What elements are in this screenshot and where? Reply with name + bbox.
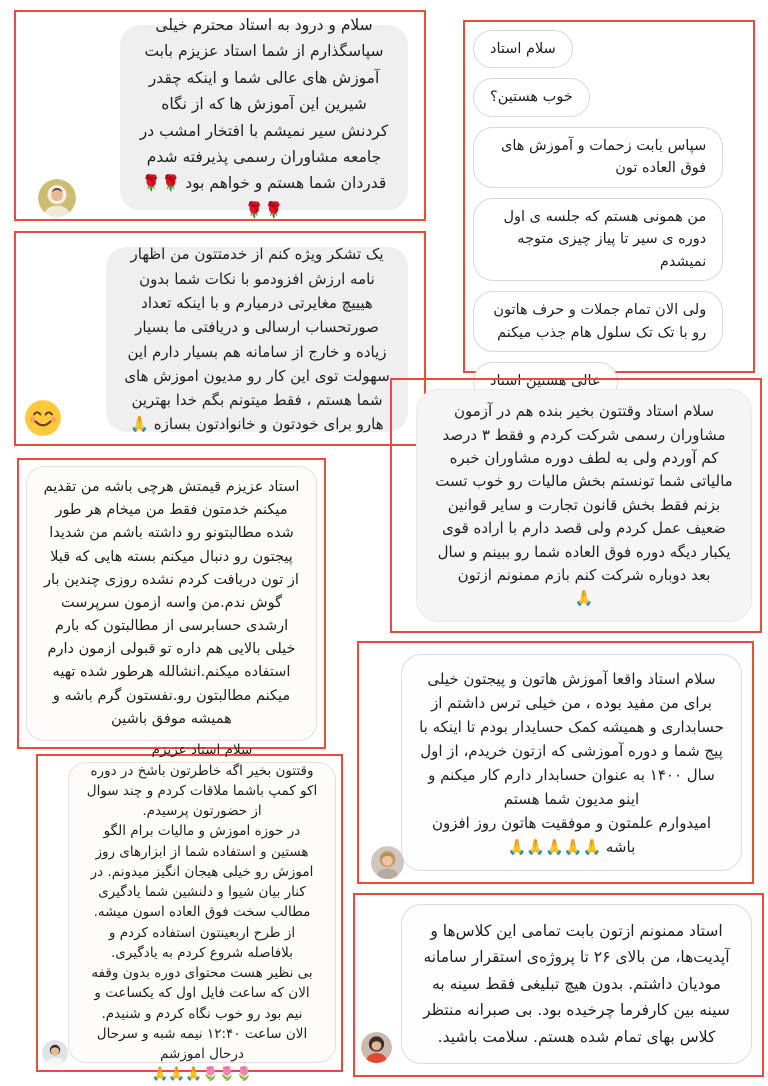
message-text: استاد عزیزم قیمتش هرچی باشه من تقدیم میکنم خدمتون فقط من میخام هر طور شده مطالبتونو رو داشته باشم من شدیدا پیجتون رو دنبال میکنم بسته هایی که قبلا از تون دریافت کردم نشده روزی چندین بار گوش ندم.من واسه ازمون سرپرست ارشدی حسابرسی از مطالبتون که بارم خیلی بالایی هم داره تو قبولی ازمون دارم استفاده میکنم.انشالله هرطور شده تهیه میکنم مطالبتون رو.نفستون گرم باشه و همیشه موفق باشین bbox=[43, 478, 300, 727]
blonde-woman-avatar-icon bbox=[371, 846, 404, 879]
bubble-stack bbox=[473, 30, 745, 390]
testimonial-card-2 bbox=[463, 20, 755, 390]
man-avatar-icon bbox=[42, 1040, 68, 1066]
message-bubble bbox=[401, 654, 742, 871]
woman-headscarf-avatar-icon bbox=[38, 179, 76, 217]
message-bubble: عالی هستین استاد bbox=[473, 362, 618, 400]
testimonial-card-5 bbox=[17, 458, 326, 749]
message-bubble bbox=[401, 904, 752, 1064]
message-bubble bbox=[416, 389, 752, 622]
message-text: سلام استاد وقتتون بخیر بنده هم در آزمون مشاوران رسمی شرکت کردم و فقط ۳ درصد کم آوردم ولی به لطف دوره مشاوران خبره مالیاتی شما تونستم بخش مالیات رو خوب تست بزنم فقط بخش قانون تجارت و سایر قوانین ضعیف عمل کردم ولی قصد دارم با اراده قوی یکبار دیگه دوره فوق العاده شما رو ببینم و سال بعد دوباره شرکت کنم بازم ممنونم ازتون 🙏 bbox=[435, 402, 733, 608]
message-bubble: ولی الان تمام جملات و حرف هاتون رو با تک تک سلول هام جذب میکنم bbox=[473, 291, 723, 352]
message-text: سلام استاد عزیزم وقتتون بخیر اگه خاطرتون باشخ در دوره اکو کمپ باشما ملاقات کردم و چند سوال از حضورتون پرسیدم. در حوزه اموزش و مالیات برام الگو هستین و استفاده شما از ابزارهای روز اموزش رو خیلی هیجان انگیز میدونم. در کنار بیان شیوا و دلنشین شما یادگیری مطالب سخت فوق العاده اسون میشه. از طرح اربعینتون استفاده کردم و بلافاصله شروع کردم به یادگیری. بی نظیر هست محتوای دوره بدون وقفه الان که ساعت فایل اول که یکساعت و نیم بود رو خوب نگاه کردم و شنیدم. الان ساعت ۱۲:۴۰ نیمه شبه و سرحال درحال اموزشم 🌷🌷🌷🙏🙏🙏 bbox=[86, 742, 318, 1083]
message-text: سلام و درود به استاد محترم خیلی سپاسگذارم از شما استاد عزیزم بابت آموزش های عالی شما و اینکه چقدر شیرین این آموزش ها که از نگاه کردنش سیر نمیشم با افتخار امشب در جامعه مشاوران رسمی پذیرفته شدم قدردان شما هستم و خواهم بود 🌹🌹🌹🌹 bbox=[139, 16, 389, 219]
smiley-face-avatar-icon bbox=[25, 400, 61, 436]
dark-haired-woman-avatar-icon bbox=[361, 1032, 392, 1063]
message-text: سلام استاد واقعا آموزش هاتون و پیجتون خیلی برای من مفید بوده ، من خیلی ترس داشتم از حسابداری و همیشه کمک حسایدار بودم تا اینکه با پیج شما و دوره آموزشی که ازتون خریدم، از اول سال ۱۴۰۰ به عنوان حسابدار دارم کار میکنم و اینو مدیون شما هستم امیدوارم علمتون و موفقیت هاتون روز افزون باشه 🙏🙏🙏🙏🙏 bbox=[419, 669, 724, 856]
testimonial-card-6 bbox=[357, 641, 754, 884]
testimonial-card-7 bbox=[36, 742, 343, 1083]
message-bubble bbox=[26, 466, 317, 741]
message-bubble: سپاس بابت زحمات و آموزش های فوق العاده تون bbox=[473, 127, 723, 188]
message-bubble bbox=[68, 742, 336, 1083]
message-bubble: من همونی هستم که جلسه ی اول دوره ی سیر تا پیاز چیزی متوجه نمیشدم bbox=[473, 198, 723, 281]
message-bubble bbox=[106, 247, 408, 432]
message-text: یک تشکر ویژه کنم از خدمتتون من اظهار نامه ارزش افزودمو با نکات شما بدون هیییچ مغایرتی درمیارم و با اینکه تعداد صورتحساب ارسالی و دریافتی ما بسیار زیاده و خارج از سامانه هم بسیار دارم این سهولت توی این کار رو مدیون اموزش های شما هستم ، فقط میتونم بگم خدا بهترین هارو برای خودتون و خانوادتون بسازه 🙏 bbox=[124, 245, 390, 434]
message-text: استاد ممنونم ازتون بابت تمامی این کلاس‌ها و آپدیت‌ها، من بالای ۲۶ تا پروژه‌ی استقرار سامانه مودیان داشتم. بدون هیچ تبلیغی فقط سینه به سینه بین کارفرما چرخیده بود. بی صبرانه منتظر کلاس بهای تمام شده هستم. سلامت باشید. bbox=[423, 922, 730, 1046]
testimonial-card-3 bbox=[14, 231, 426, 446]
message-bubble: سلام استاد bbox=[473, 30, 573, 68]
testimonial-card-8 bbox=[353, 893, 764, 1077]
message-bubble: خوب هستین؟ bbox=[473, 78, 590, 116]
testimonial-card-4 bbox=[390, 378, 762, 633]
message-bubble bbox=[120, 16, 408, 219]
testimonial-card-1 bbox=[14, 10, 426, 221]
